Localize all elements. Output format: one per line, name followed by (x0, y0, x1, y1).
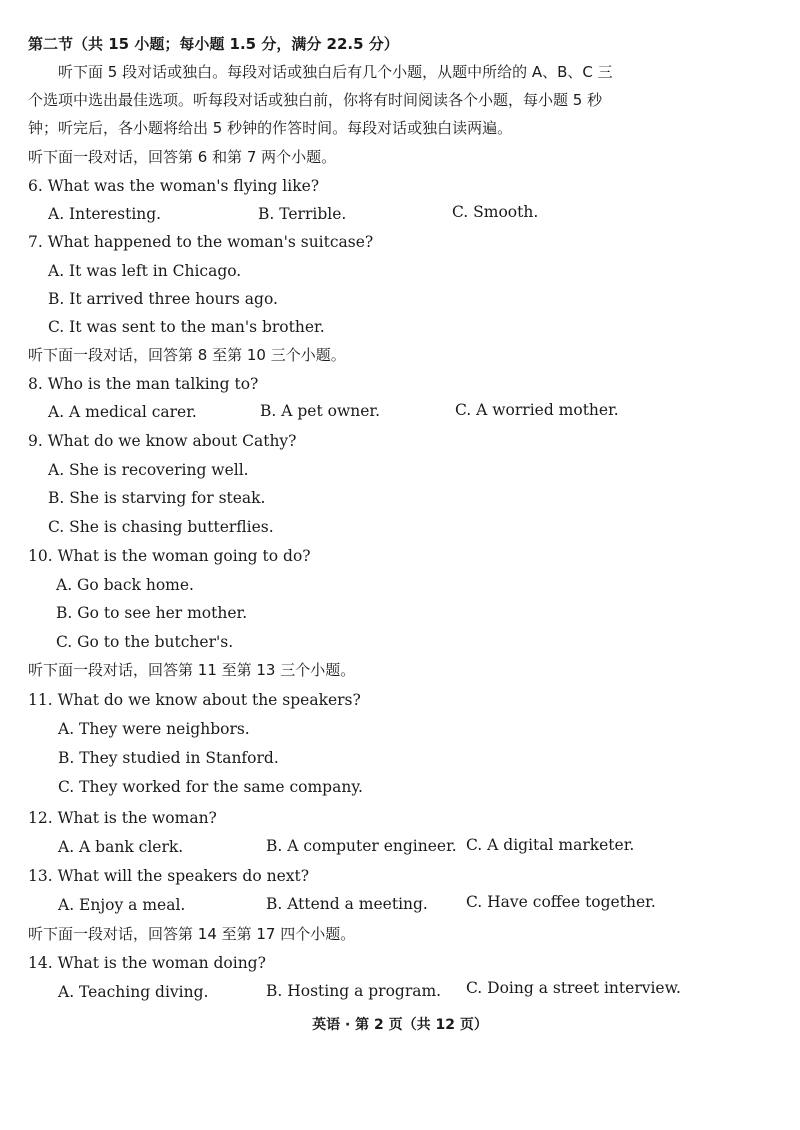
instructions-line-2: 个选项中选出最佳选项。听每段对话或独白前，你将有时间阅读各个小题，每小题 5 秒 (28, 91, 603, 109)
question-7-stem: 7. What happened to the woman's suitcase? (28, 233, 374, 251)
question-9-option-c[interactable]: C. She is chasing butterflies. (48, 518, 274, 536)
question-11-option-a[interactable]: A. They were neighbors. (58, 720, 250, 738)
question-14-option-b[interactable]: B. Hosting a program. (266, 982, 442, 1000)
question-14-option-c[interactable]: C. Doing a street interview. (466, 979, 681, 997)
question-6-option-c[interactable]: C. Smooth. (452, 203, 539, 221)
question-14-stem: 14. What is the woman doing? (28, 954, 266, 972)
question-13-option-c[interactable]: C. Have coffee together. (466, 893, 656, 911)
question-9-stem: 9. What do we know about Cathy? (28, 432, 297, 450)
group-instruction-11-13: 听下面一段对话，回答第 11 至第 13 三个小题。 (28, 661, 356, 679)
question-8-stem: 8. Who is the man talking to? (28, 375, 259, 393)
question-10-option-a[interactable]: A. Go back home. (56, 576, 194, 594)
group-instruction-6-7: 听下面一段对话，回答第 6 和第 7 两个小题。 (28, 148, 337, 166)
instructions-line-3: 钟；听完后，各小题将给出 5 秒钟的作答时间。每段对话或独白读两遍。 (28, 119, 513, 137)
question-9-option-b[interactable]: B. She is starving for steak. (48, 489, 266, 507)
group-instruction-14-17: 听下面一段对话，回答第 14 至第 17 四个小题。 (28, 925, 356, 943)
question-10-stem: 10. What is the woman going to do? (28, 547, 311, 565)
question-12-option-a[interactable]: A. A bank clerk. (58, 838, 184, 856)
question-12-option-c[interactable]: C. A digital marketer. (466, 836, 635, 854)
question-11-stem: 11. What do we know about the speakers? (28, 691, 361, 709)
question-6-option-a[interactable]: A. Interesting. (48, 205, 162, 223)
question-6-option-b[interactable]: B. Terrible. (258, 205, 347, 223)
question-7-option-b[interactable]: B. It arrived three hours ago. (48, 290, 278, 308)
question-10-option-b[interactable]: B. Go to see her mother. (56, 604, 248, 622)
question-9-option-a[interactable]: A. She is recovering well. (48, 461, 249, 479)
question-13-option-a[interactable]: A. Enjoy a meal. (58, 896, 186, 914)
page-footer: 英语 · 第 2 页（共 12 页） (312, 1017, 488, 1033)
question-11-option-b[interactable]: B. They studied in Stanford. (58, 749, 279, 767)
section-heading: 第二节（共 15 小题；每小题 1.5 分，满分 22.5 分） (28, 35, 399, 53)
question-13-option-b[interactable]: B. Attend a meeting. (266, 895, 428, 913)
question-12-option-b[interactable]: B. A computer engineer. (266, 837, 457, 855)
question-11-option-c[interactable]: C. They worked for the same company. (58, 778, 363, 796)
group-instruction-8-10: 听下面一段对话，回答第 8 至第 10 三个小题。 (28, 346, 346, 364)
question-7-option-c[interactable]: C. It was sent to the man's brother. (48, 318, 325, 336)
question-6-stem: 6. What was the woman's flying like? (28, 177, 320, 195)
question-8-option-a[interactable]: A. A medical carer. (48, 403, 197, 421)
question-7-option-a[interactable]: A. It was left in Chicago. (48, 262, 242, 280)
question-8-option-c[interactable]: C. A worried mother. (455, 401, 619, 419)
question-13-stem: 13. What will the speakers do next? (28, 867, 310, 885)
question-8-option-b[interactable]: B. A pet owner. (260, 402, 381, 420)
instructions-line-1: 听下面 5 段对话或独白。每段对话或独白后有几个小题，从题中所给的 A、B、C 三 (58, 63, 613, 81)
question-10-option-c[interactable]: C. Go to the butcher's. (56, 633, 234, 651)
question-14-option-a[interactable]: A. Teaching diving. (58, 983, 209, 1001)
question-12-stem: 12. What is the woman? (28, 809, 217, 827)
